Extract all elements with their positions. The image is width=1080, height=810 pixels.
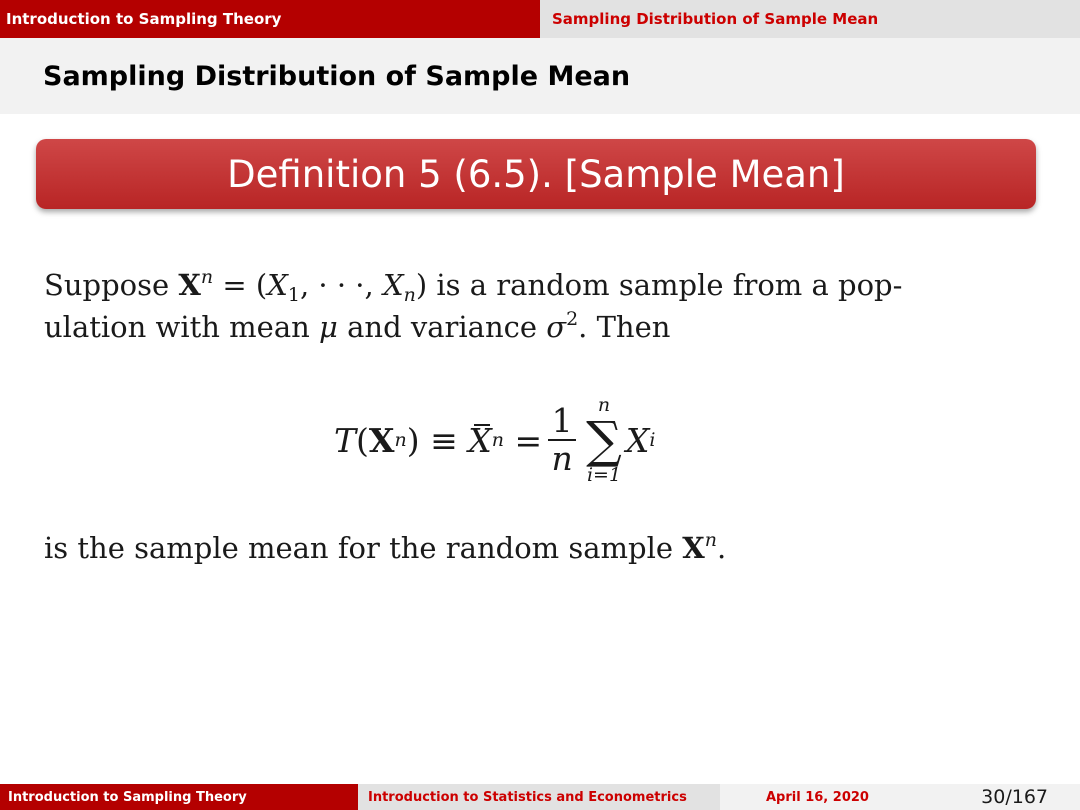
definition-block-header: [36, 139, 1036, 209]
section-nav[interactable]: [0, 0, 540, 38]
footer-section: Introduction to Sampling Theory: [0, 784, 358, 810]
frame-title: Sampling Distribution of Sample Mean: [43, 60, 631, 92]
footer-course: Introduction to Statistics and Econometrics: [358, 784, 720, 810]
sample-mean-equation: T ( X n ) ≡ X n = $\frac{1}{n}$ n ∑ i=1 X i: [334, 394, 656, 486]
footer-date: April 16, 2020: [766, 789, 869, 805]
definition-conclusion: is the sample mean for the random sample $X^n$.: [44, 529, 727, 565]
definition-title: Definition 5 (6.5). [Sample Mean]: [227, 152, 845, 196]
statement-line-2: ulation with mean μ and variance $\sigma^2$. Then: [44, 308, 671, 344]
subsection-nav[interactable]: [540, 0, 1080, 38]
fraction: $\frac{1}{n}$: [548, 403, 576, 477]
page-number: 30/167: [981, 786, 1048, 808]
footer-info: [720, 784, 1080, 810]
section-label[interactable]: Introduction to Sampling Theory: [6, 10, 282, 28]
statement-line-1: Suppose $X^n = (X_1$, · · ·, $X_n$) is a random sample from a pop-: [44, 266, 903, 306]
footer-bar: [0, 784, 1080, 810]
definition-statement: [44, 264, 902, 348]
top-navigation-bar: [0, 0, 1080, 38]
summation: n ∑ i=1: [586, 394, 622, 486]
subsection-label[interactable]: Sampling Distribution of Sample Mean: [552, 10, 879, 28]
frame-title-bar: [0, 38, 1080, 114]
